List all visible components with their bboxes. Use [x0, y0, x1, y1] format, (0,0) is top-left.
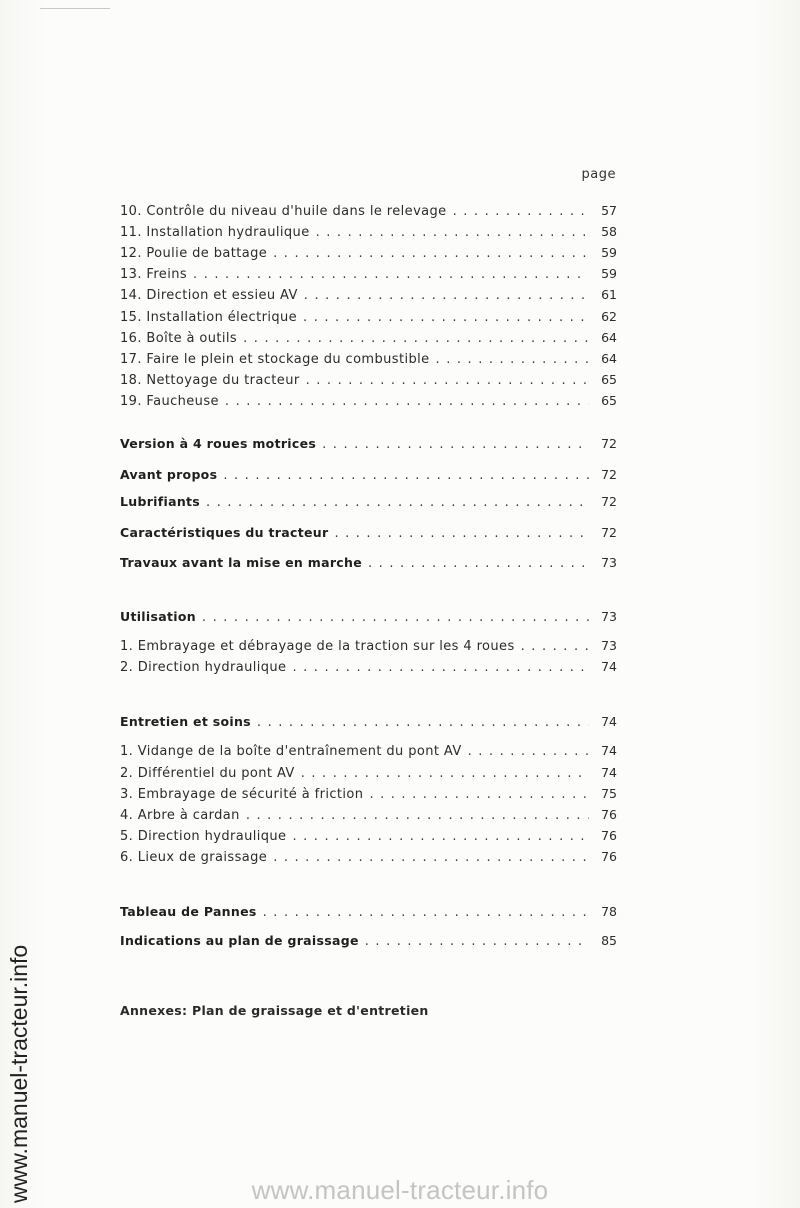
toc-page-number: 76 — [601, 828, 617, 843]
toc-entry — [120, 786, 617, 806]
toc-entry-label: 11. Installation hydraulique — [120, 225, 310, 240]
toc-page-number: 72 — [601, 436, 617, 451]
toc-leader-dots — [246, 808, 589, 823]
scan-artifact-line — [40, 8, 110, 9]
toc-entry-label: 17. Faire le plein et stockage du combustible — [120, 352, 430, 367]
toc-entry-label: 1. Embrayage et débrayage de la traction sur les 4 roues — [120, 639, 515, 654]
toc-entry-label: Lubrifiants — [120, 494, 201, 509]
toc-page-number: 76 — [601, 807, 617, 822]
toc-entry-label: 6. Lieux de graissage — [120, 850, 268, 865]
toc-entry-label: 19. Faucheuse — [120, 394, 219, 409]
toc-entry-label: 15. Installation électrique — [120, 310, 298, 325]
toc-leader-dots — [334, 526, 589, 541]
toc-entry-label: 16. Boîte à outils — [120, 331, 238, 346]
toc-entry — [120, 224, 617, 244]
toc-leader-dots — [303, 310, 589, 325]
toc-entry — [120, 372, 617, 392]
toc-entry — [120, 393, 617, 413]
toc-section-entry — [120, 904, 617, 924]
toc-page-number: 78 — [601, 904, 617, 919]
toc-entry — [120, 638, 617, 658]
toc-entry-label: 14. Direction et essieu AV — [120, 288, 298, 303]
annex-note: Annexes: Plan de graissage et d'entretien — [120, 1003, 429, 1018]
toc-section-entry — [120, 494, 617, 514]
toc-leader-dots — [322, 437, 589, 452]
toc-leader-dots — [193, 267, 589, 282]
toc-leader-dots — [453, 204, 589, 219]
toc-entry-label: Utilisation — [120, 609, 196, 624]
toc-leader-dots — [202, 610, 589, 625]
toc-section-entry — [120, 609, 617, 629]
toc-leader-dots — [304, 288, 589, 303]
toc-page-number: 74 — [601, 659, 617, 674]
toc-page-number: 85 — [601, 933, 617, 948]
toc-entry — [120, 287, 617, 307]
toc-leader-dots — [223, 468, 589, 483]
toc-entry-label: 18. Nettoyage du tracteur — [120, 373, 300, 388]
toc-page-number: 65 — [601, 393, 617, 408]
toc-leader-dots — [306, 373, 589, 388]
toc-page-number: 74 — [601, 765, 617, 780]
toc-page-number: 73 — [601, 555, 617, 570]
toc-leader-dots — [257, 715, 589, 730]
toc-leader-dots — [316, 225, 589, 240]
toc-leader-dots — [273, 246, 589, 261]
toc-page-number: 57 — [601, 203, 617, 218]
toc-entry-label: Travaux avant la mise en marche — [120, 555, 362, 570]
toc-page-number: 62 — [601, 309, 617, 324]
toc-entry-label: Avant propos — [120, 467, 218, 482]
side-watermark: www.manuel-tracteur.info — [6, 944, 32, 1203]
toc-entry-label: 1. Vidange de la boîte d'entraînement du pont AV — [120, 744, 462, 759]
toc-entry-label: 10. Contrôle du niveau d'huile dans le relevage — [120, 204, 447, 219]
toc-entry-label: 3. Embrayage de sécurité à friction — [120, 787, 364, 802]
bottom-watermark: www.manuel-tracteur.info — [251, 1175, 549, 1205]
toc-page-number: 58 — [601, 224, 617, 239]
toc-leader-dots — [369, 787, 589, 802]
toc-page-number: 59 — [601, 245, 617, 260]
toc-leader-dots — [365, 934, 589, 949]
toc-entry — [120, 245, 617, 265]
toc-page-number: 72 — [601, 525, 617, 540]
toc-section-entry — [120, 714, 617, 734]
toc-leader-dots — [243, 331, 589, 346]
toc-page-number: 72 — [601, 467, 617, 482]
toc-page-number: 75 — [601, 786, 617, 801]
toc-page-number: 65 — [601, 372, 617, 387]
toc-entry-label: 2. Différentiel du pont AV — [120, 766, 295, 781]
toc-page-number: 73 — [601, 638, 617, 653]
toc-entry — [120, 849, 617, 869]
toc-entry — [120, 330, 617, 350]
toc-entry-label: Version à 4 roues motrices — [120, 436, 317, 451]
toc-leader-dots — [225, 394, 589, 409]
toc-section-entry — [120, 555, 617, 575]
toc-page-number: 74 — [601, 714, 617, 729]
toc-page-number: 64 — [601, 330, 617, 345]
toc-entry — [120, 765, 617, 785]
toc-leader-dots — [301, 766, 589, 781]
toc-section-entry — [120, 436, 617, 456]
toc-entry — [120, 828, 617, 848]
toc-leader-dots — [292, 829, 589, 844]
toc-entry-label: Tableau de Pannes — [120, 904, 257, 919]
toc-entry-label: 2. Direction hydraulique — [120, 660, 287, 675]
toc-entry-label: Caractéristiques du tracteur — [120, 525, 329, 540]
toc-leader-dots — [368, 556, 589, 571]
toc-entry-label: 13. Freins — [120, 267, 188, 282]
toc-leader-dots — [292, 660, 589, 675]
toc-entry — [120, 659, 617, 679]
toc-entry-label: 5. Direction hydraulique — [120, 829, 287, 844]
page-column-header: page — [581, 167, 616, 182]
toc-page-number: 74 — [601, 743, 617, 758]
toc-entry-label: 4. Arbre à cardan — [120, 808, 240, 823]
toc-entry — [120, 807, 617, 827]
toc-entry — [120, 203, 617, 223]
toc-entry-label: 12. Poulie de battage — [120, 246, 268, 261]
toc-page-number: 76 — [601, 849, 617, 864]
toc-entry — [120, 309, 617, 329]
toc-page-number: 73 — [601, 609, 617, 624]
toc-page-number: 72 — [601, 494, 617, 509]
toc-leader-dots — [206, 495, 589, 510]
toc-leader-dots — [263, 905, 589, 920]
toc-leader-dots — [273, 850, 589, 865]
toc-leader-dots — [468, 744, 589, 759]
toc-page-number: 59 — [601, 266, 617, 281]
toc-entry-label: Entretien et soins — [120, 714, 251, 729]
toc-section-entry — [120, 467, 617, 487]
toc-entry — [120, 743, 617, 763]
toc-page-number: 61 — [601, 287, 617, 302]
toc-entry — [120, 266, 617, 286]
toc-section-entry — [120, 525, 617, 545]
toc-section-entry — [120, 933, 617, 953]
toc-page-number: 64 — [601, 351, 617, 366]
toc-entry-label: Indications au plan de graissage — [120, 933, 359, 948]
toc-leader-dots — [521, 639, 589, 654]
toc-entry — [120, 351, 617, 371]
toc-leader-dots — [436, 352, 589, 367]
